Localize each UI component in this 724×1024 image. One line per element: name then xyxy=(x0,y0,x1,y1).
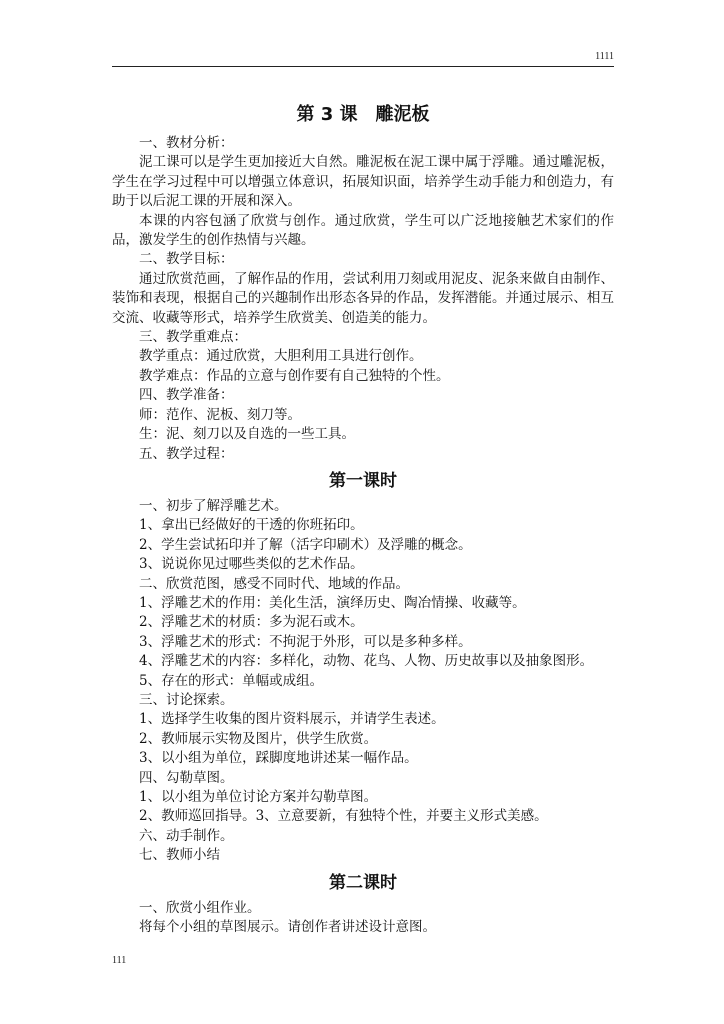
lesson-number: 第 3 课 xyxy=(296,104,358,125)
text-line: 3、以小组为单位，踩脚度地讲述某一幅作品。 xyxy=(139,750,418,767)
section-title-lesson-2: 第二课时 xyxy=(329,872,397,893)
text-line: 一、初步了解浮雕艺术。 xyxy=(139,497,288,514)
paragraph: 泥工课可以是学生更加接近大自然。雕泥板在泥工课中属于浮雕。通过雕泥板，学生在学习过程中可以增强立体意识，拓展知识面，培养学生动手能力和创造力，有助于以后泥工课的开展和深入。 xyxy=(112,154,614,210)
paragraph: 通过欣赏范画，了解作品的作用，尝试利用刀刻或用泥皮、泥条来做自由制作、装饰和表现，根据自己的兴趣制作出形态各异的作品，发挥潜能。并通过展示、相互交流、收藏等形式，培养学生欣赏美、创造美的能力。 xyxy=(112,270,614,326)
text-line: 二、欣赏范图，感受不同时代、地域的作品。 xyxy=(139,575,409,592)
text-line: 二、教学目标： xyxy=(139,251,234,268)
footer-page-number: 111 xyxy=(112,955,127,966)
text-line: 一、欣赏小组作业。 xyxy=(139,899,261,916)
text-line: 三、讨论探索。 xyxy=(139,691,234,708)
text-line: 3、浮雕艺术的形式：不拘泥于外形，可以是多种多样。 xyxy=(139,633,472,650)
paragraph: 本课的内容包涵了欣赏与创作。通过欣赏，学生可以广泛地接触艺术家们的作品，激发学生的创作热情与兴趣。 xyxy=(112,212,614,249)
text-line: 四、教学准备： xyxy=(139,387,234,404)
text-line: 教学难点：作品的立意与创作要有自己独特的个性。 xyxy=(139,367,450,384)
section-title-lesson-1: 第一课时 xyxy=(329,470,397,491)
text-line: 1、选择学生收集的图片资料展示，并请学生表述。 xyxy=(139,711,445,728)
text-line: 七、教师小结 xyxy=(139,847,220,864)
text-line: 师：范作、泥板、刻刀等。 xyxy=(139,406,301,423)
header-rule xyxy=(112,66,614,67)
lesson-name: 雕泥板 xyxy=(375,104,430,125)
intro-section xyxy=(112,134,614,464)
header-page-number: 1111 xyxy=(595,51,614,62)
text-line: 三、教学重难点： xyxy=(139,329,247,346)
text-line: 1、浮雕艺术的作用：美化生活，演绎历史、陶冶情操、收藏等。 xyxy=(139,594,526,611)
text-line: 将每个小组的草图展示。请创作者讲述设计意图。 xyxy=(139,919,436,936)
lesson-title xyxy=(112,100,614,134)
text-line: 四、勾勒草图。 xyxy=(139,769,234,786)
section-lesson-1 xyxy=(112,497,614,866)
document-body xyxy=(112,100,614,937)
text-line: 4、浮雕艺术的内容：多样化，动物、花鸟、人物、历史故事以及抽象图形。 xyxy=(139,653,594,670)
text-line: 五、教学过程： xyxy=(139,445,234,462)
text-line: 5、存在的形式：单幅或成组。 xyxy=(139,672,324,689)
text-line: 2、学生尝试拓印并了解（活字印刷术）及浮雕的概念。 xyxy=(139,536,472,553)
text-line: 3、说说你见过哪些类似的艺术作品。 xyxy=(139,556,364,573)
text-line: 生：泥、刻刀以及自选的一些工具。 xyxy=(139,426,355,443)
text-line: 六、动手制作。 xyxy=(139,827,234,844)
text-line: 1、拿出已经做好的干透的你班拓印。 xyxy=(139,517,364,534)
text-line: 2、教师巡回指导。3、立意要新，有独特个性，并要主义形式美感。 xyxy=(139,808,548,825)
text-line: 一、教材分析： xyxy=(139,135,234,151)
text-line: 2、教师展示实物及图片，供学生欣赏。 xyxy=(139,730,378,747)
text-line: 教学重点：通过欣赏，大胆利用工具进行创作。 xyxy=(139,348,423,365)
text-line: 1、以小组为单位讨论方案并勾勒草图。 xyxy=(139,789,378,805)
section-lesson-2 xyxy=(112,899,614,938)
text-line: 2、浮雕艺术的材质：多为泥石或木。 xyxy=(139,614,364,631)
